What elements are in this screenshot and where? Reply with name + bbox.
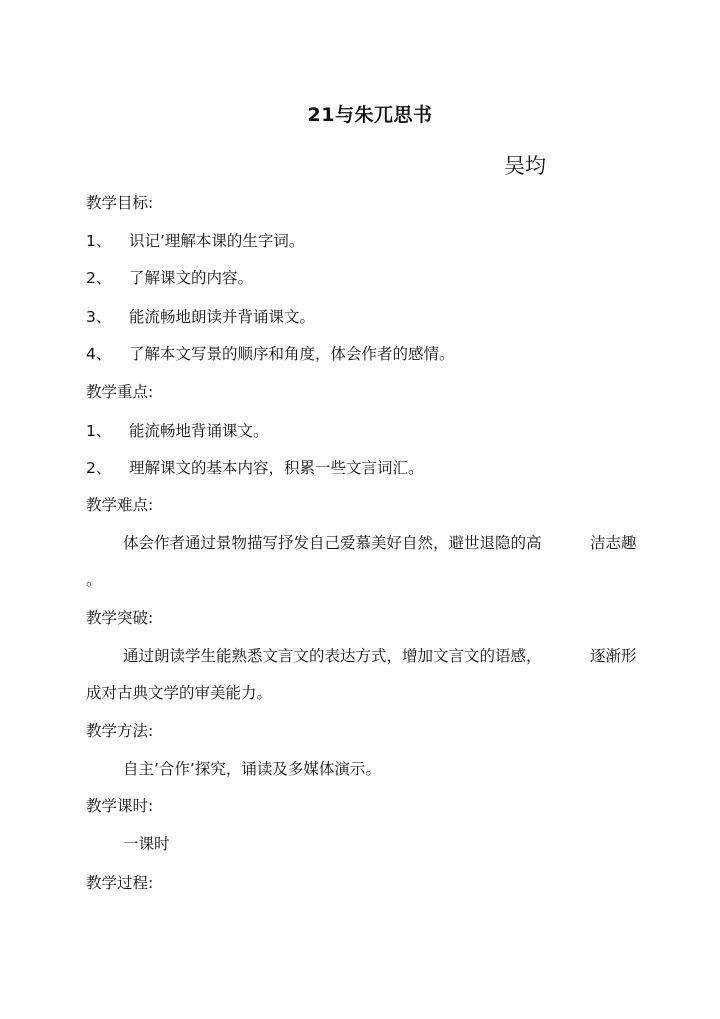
keypoint-number: 1、 xyxy=(86,422,112,440)
objective-text: 了解课文的内容。 xyxy=(129,269,254,287)
breakthrough-paragraph-wrap: 成对古典文学的审美能力。 xyxy=(86,684,273,702)
objective-number: 3、 xyxy=(86,308,112,326)
difficulties-paragraph: 体会作者通过景物描写抒发自己爱慕美好自然，避世退隐的高 xyxy=(123,534,542,552)
difficulties-heading: 教学难点: xyxy=(86,496,154,514)
method-text: 自主’合作’探究，诵读及多媒体演示。 xyxy=(123,760,381,778)
author-name: 吴均 xyxy=(504,154,546,178)
method-heading: 教学方法: xyxy=(86,722,154,740)
keypoint-text: 能流畅地背诵课文。 xyxy=(129,422,269,440)
keypoints-heading: 教学重点: xyxy=(86,383,154,401)
breakthrough-heading: 教学突破: xyxy=(86,609,154,627)
hours-text: 一课时 xyxy=(123,835,170,853)
objective-text: 了解本文写景的顺序和角度，体会作者的感情。 xyxy=(129,345,455,363)
objectives-heading: 教学目标: xyxy=(86,194,154,212)
process-heading: 教学过程: xyxy=(86,874,154,892)
keypoint-text: 理解课文的基本内容，积累一些文言词汇。 xyxy=(129,459,424,477)
objective-number: 1、 xyxy=(86,232,112,250)
difficulties-paragraph-wrap: 。 xyxy=(86,571,102,589)
breakthrough-paragraph-tail: 逐渐形 xyxy=(590,647,637,665)
objective-text: 识记’理解本课的生字词。 xyxy=(129,232,305,250)
objective-text: 能流畅地朗读并背诵课文。 xyxy=(129,308,316,326)
keypoint-number: 2、 xyxy=(86,459,112,477)
difficulties-paragraph-tail: 洁志趣 xyxy=(590,534,637,552)
document-title: 21与朱兀思书 xyxy=(307,104,433,126)
breakthrough-paragraph: 通过朗读学生能熟悉文言文的表达方式，增加文言文的语感， xyxy=(123,647,542,665)
hours-heading: 教学课时: xyxy=(86,797,154,815)
objective-number: 4、 xyxy=(86,345,112,363)
objective-number: 2、 xyxy=(86,269,112,287)
